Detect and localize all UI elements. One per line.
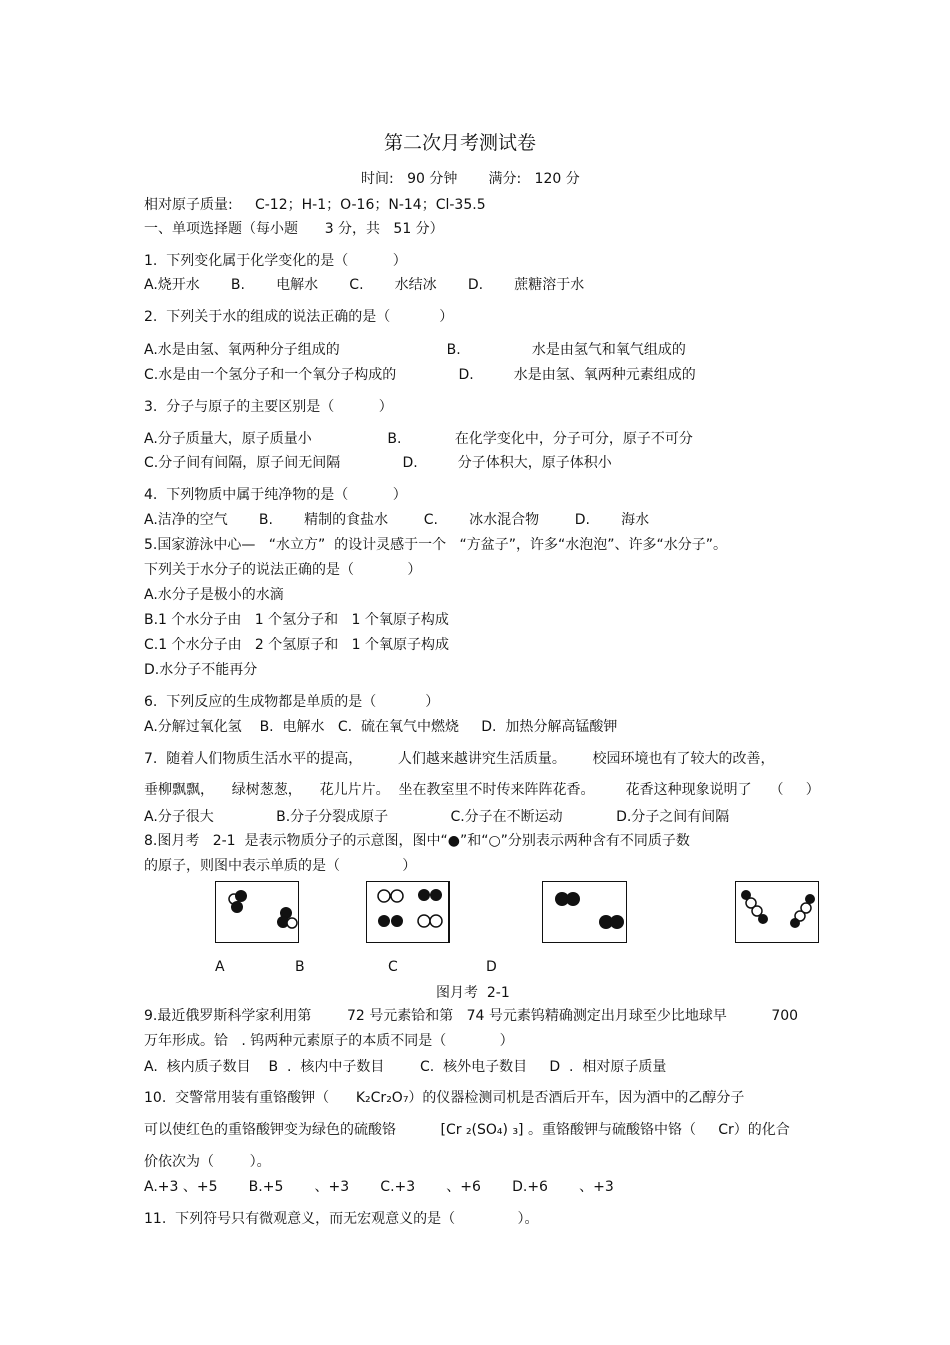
figure-label-c: C xyxy=(388,959,398,975)
question-stem: 8.图月考 2-1 是表示物质分子的示意图，图中“●”和“○”分别表示两种含有不同质子数 xyxy=(144,833,690,849)
question-stem: 4. 下列物质中属于纯净物的是（ ） xyxy=(144,487,407,503)
answer-option: B.1 个水分子由 1 个氢分子和 1 个氧原子构成 xyxy=(144,612,449,628)
molecule-box-d xyxy=(735,881,819,943)
molecule-box-b xyxy=(366,881,450,943)
question-stem: 2. 下列关于水的组成的说法正确的是（ ） xyxy=(144,309,454,325)
answer-options: A. 核内质子数目 B . 核内中子数目 C. 核外电子数目 D . 相对原子质量 xyxy=(144,1059,667,1075)
question-stem: 11. 下列符号只有微观意义，而无宏观意义的是（ ）。 xyxy=(144,1211,539,1227)
question-stem: 10. 交警常用装有重铬酸钾（ K₂Cr₂O₇）的仪器检测司机是否酒后开车，因为酒中的乙醇分子 xyxy=(144,1090,745,1106)
figure-label-b: B xyxy=(295,959,305,975)
question-stem: 3. 分子与原子的主要区别是（ ） xyxy=(144,399,393,415)
answer-option: C.1 个水分子由 2 个氢原子和 1 个氧原子构成 xyxy=(144,637,449,653)
answer-options: A.水是由氢、氧两种分子组成的 B. 水是由氢气和氧气组成的 xyxy=(144,342,686,358)
molecule-box-a xyxy=(215,881,299,943)
figure-caption: 图月考 2-1 xyxy=(436,985,510,1001)
answer-option: A.水分子是极小的水滴 xyxy=(144,587,284,603)
question-stem: 万年形成。铪 . 钨两种元素原子的本质不同是（ ） xyxy=(144,1033,514,1049)
answer-options: A.分子很大 B.分子分裂成原子 C.分子在不断运动 D.分子之间有间隔 xyxy=(144,809,730,825)
answer-option: D.水分子不能再分 xyxy=(144,662,258,678)
figure-label-a: A xyxy=(215,959,225,975)
question-stem: 下列关于水分子的说法正确的是（ ） xyxy=(144,562,422,578)
question-stem: 5.国家游泳中心— “水立方” 的设计灵感于一个 “方盆子”，许多“水泡泡”、许多“水分子”。 xyxy=(144,537,727,553)
page-title: 第二次月考测试卷 xyxy=(384,132,537,154)
answer-options: A.洁净的空气 B. 精制的食盐水 C. 冰水混合物 D. 海水 xyxy=(144,512,650,528)
question-stem: 的原子，则图中表示单质的是（ ） xyxy=(144,858,417,874)
relative-atomic-masses: 相对原子质量: C-12；H-1；O-16；N-14；Cl-35.5 xyxy=(144,197,486,213)
molecule-box-c xyxy=(542,881,627,943)
question-stem: 7. 随着人们物质生活水平的提高， 人们越来越讲究生活质量。 校园环境也有了较大的改善， xyxy=(144,751,775,767)
answer-options: C.分子间有间隔，原子间无间隔 D. 分子体积大，原子体积小 xyxy=(144,455,612,471)
section-heading: 一、单项选择题（每小题 3 分，共 51 分） xyxy=(144,221,444,237)
molecule-diagram-b xyxy=(367,882,451,944)
question-stem: 可以使红色的重铬酸钾变为绿色的硫酸铬 [Cr ₂(SO₄) ₃] 。重铬酸钾与硫酸铬中铬（ Cr）的化合 xyxy=(144,1122,790,1138)
question-stem: 6. 下列反应的生成物都是单质的是（ ） xyxy=(144,694,440,710)
answer-options: C.水是由一个氢分子和一个氧分子构成的 D. 水是由氢、氧两种元素组成的 xyxy=(144,367,696,383)
question-stem: 价依次为（ ）。 xyxy=(144,1154,271,1170)
answer-options: A.+3 、+5 B.+5 、+3 C.+3 、+6 D.+6 、+3 xyxy=(144,1179,614,1195)
molecule-diagram-a xyxy=(216,882,300,944)
question-stem: 1. 下列变化属于化学变化的是（ ） xyxy=(144,253,407,269)
question-stem: 9.最近俄罗斯科学家利用第 72 号元素铪和第 74 号元素钨精确测定出月球至少比地球早 700 xyxy=(144,1008,799,1024)
answer-options: A.分解过氧化氢 B. 电解水 C. 硫在氧气中燃烧 D. 加热分解高锰酸钾 xyxy=(144,719,618,735)
answer-options: A.分子质量大，原子质量小 B. 在化学变化中，分子可分，原子不可分 xyxy=(144,431,693,447)
figure-label-d: D xyxy=(486,959,497,975)
question-stem: 垂柳飘飘， 绿树葱葱， 花儿片片。 坐在教室里不时传来阵阵花香。 花香这种现象说明了 （ ） xyxy=(144,782,820,798)
exam-time-score: 时间: 90 分钟 满分: 120 分 xyxy=(361,171,580,187)
molecule-diagram-c xyxy=(543,882,628,944)
molecule-diagram-d xyxy=(736,882,820,944)
answer-options: A.烧开水 B. 电解水 C. 水结冰 D. 蔗糖溶于水 xyxy=(144,277,585,293)
